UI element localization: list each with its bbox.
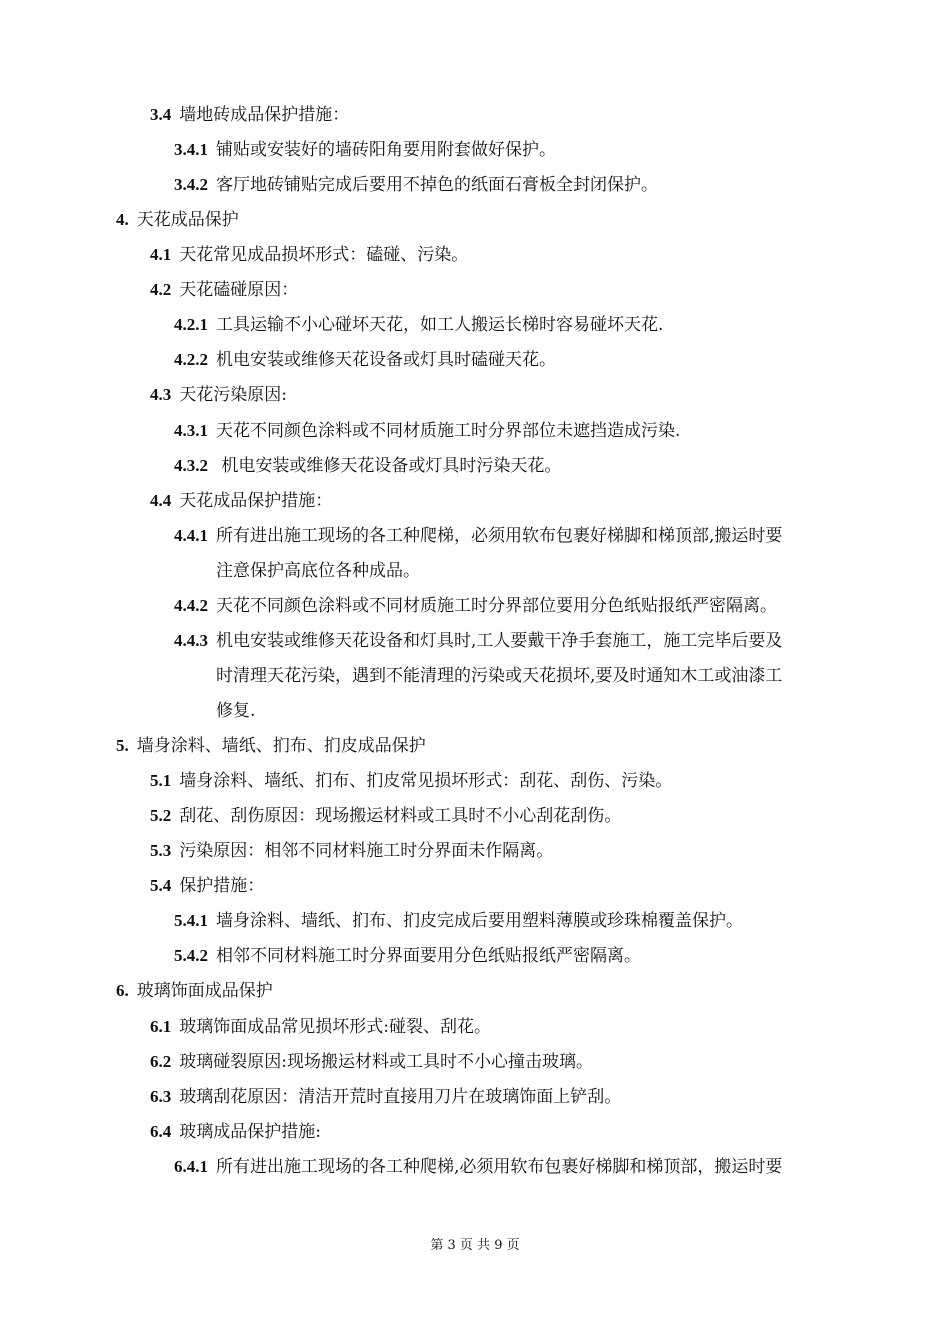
item-4-3-2: 4.3.2 机电安装或维修天花设备或灯具时污染天花。: [174, 456, 562, 476]
item-4-4-2: 4.4.2 天花不同颜色涂料或不同材质施工时分界部位要用分色纸贴报纸严密隔离。: [174, 596, 777, 616]
heading-4-4: 4.4 天花成品保护措施：: [150, 491, 333, 511]
item-5-4-2: 5.4.2 相邻不同材料施工时分界面要用分色纸贴报纸严密隔离。: [174, 946, 641, 966]
item-3-4-2: 3.4.2 客厅地砖铺贴完成后要用不掉色的纸面石膏板全封闭保护。: [174, 175, 658, 195]
heading-6-4: 6.4 玻璃成品保护措施:: [150, 1122, 321, 1142]
item-3-4-1: 3.4.1 铺贴或安装好的墙砖阳角要用附套做好保护。: [174, 140, 556, 160]
item-4-4-3-continued-1: 时清理天花污染，遇到不能清理的污染或天花损坏,要及时通知木工或油漆工: [216, 666, 783, 686]
heading-6-2: 6.2 玻璃碰裂原因:现场搬运材料或工具时不小心撞击玻璃。: [150, 1052, 593, 1072]
item-6-4-1: 6.4.1 所有进出施工现场的各工种爬梯,必须用软布包裹好梯脚和梯顶部，搬运时要: [174, 1157, 783, 1177]
heading-3-4: 3.4 墙地砖成品保护措施：: [150, 105, 350, 125]
item-4-4-1-continued: 注意保护高底位各种成品。: [216, 561, 420, 581]
heading-5-4: 5.4 保护措施：: [150, 876, 265, 896]
item-4-4-3: 4.4.3 机电安装或维修天花设备和灯具时,工人要戴干净手套施工，施工完毕后要及: [174, 631, 783, 651]
section-5-title: 5. 墙身涂料、墙纸、扪布、扪皮成品保护: [116, 736, 426, 756]
section-6-title: 6. 玻璃饰面成品保护: [116, 981, 273, 1001]
item-4-2-2: 4.2.2 机电安装或维修天花设备或灯具时磕碰天花。: [174, 350, 556, 370]
item-4-2-1: 4.2.1 工具运输不小心碰坏天花，如工人搬运长梯时容易碰坏天花.: [174, 315, 664, 335]
item-4-4-1: 4.4.1 所有进出施工现场的各工种爬梯，必须用软布包裹好梯脚和梯顶部,搬运时要: [174, 526, 783, 546]
item-5-4-1: 5.4.1 墙身涂料、墙纸、扪布、扪皮完成后要用塑料薄膜或珍珠棉覆盖保护。: [174, 911, 743, 931]
heading-5-1: 5.1 墙身涂料、墙纸、扪布、扪皮常见损坏形式：刮花、刮伤、污染。: [150, 771, 673, 791]
heading-4-2: 4.2 天花磕碰原因：: [150, 280, 299, 300]
heading-4-3: 4.3 天花污染原因:: [150, 385, 287, 405]
section-4-title: 4. 天花成品保护: [116, 210, 239, 230]
heading-6-3: 6.3 玻璃刮花原因：清洁开荒时直接用刀片在玻璃饰面上铲刮。: [150, 1087, 622, 1107]
heading-4-1: 4.1 天花常见成品损坏形式：磕碰、污染。: [150, 245, 469, 265]
heading-5-3: 5.3 污染原因：相邻不同材料施工时分界面未作隔离。: [150, 841, 554, 861]
page-footer: 第 3 页 共 9 页: [430, 1238, 520, 1253]
heading-5-2: 5.2 刮花、刮伤原因：现场搬运材料或工具时不小心刮花刮伤。: [150, 806, 622, 826]
item-4-3-1: 4.3.1 天花不同颜色涂料或不同材质施工时分界部位未遮挡造成污染.: [174, 421, 681, 441]
item-4-4-3-continued-2: 修复.: [216, 701, 256, 721]
heading-6-1: 6.1 玻璃饰面成品常见损坏形式:碰裂、刮花。: [150, 1017, 491, 1037]
